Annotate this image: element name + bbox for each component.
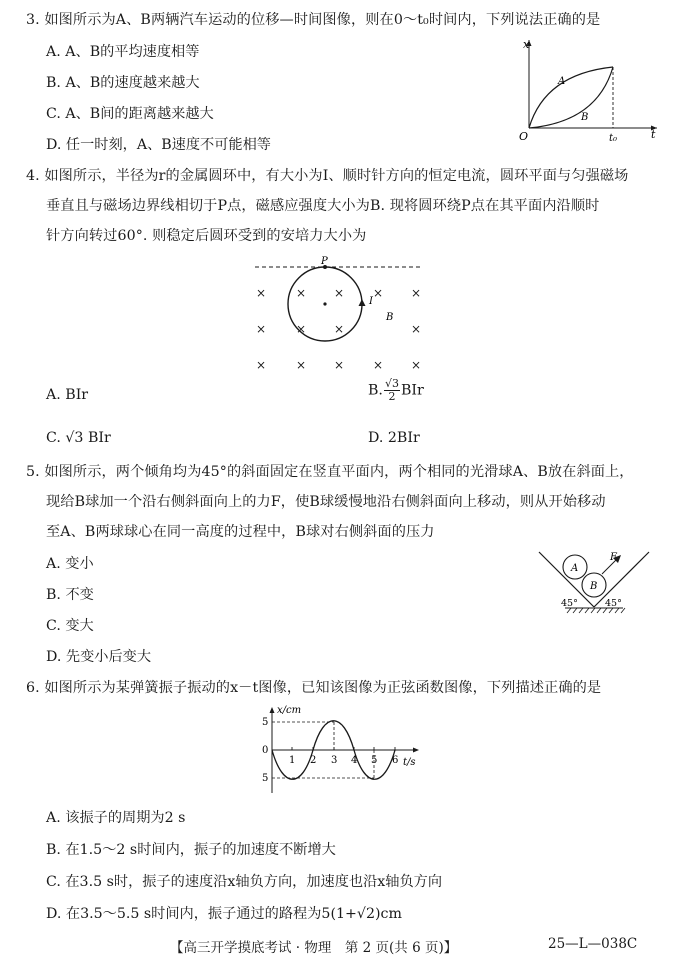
q5-angle-right-label: 45° [605, 598, 622, 609]
q4-option-b [368, 378, 424, 403]
q4-field-cross: × [372, 286, 384, 300]
q6-option-b: B. 在1.5～2 s时间内，振子的加速度不断增大 [46, 842, 336, 858]
q3-stem: 3. 如图所示为A、B两辆汽车运动的位移—时间图像，则在0～t₀时间内，下列说法正确的是 [26, 12, 601, 28]
q4-option-c: C. √3 BIr [46, 430, 111, 446]
q4-field-cross: × [295, 322, 307, 336]
q4-field-cross: × [372, 358, 384, 372]
q4-field-cross: × [410, 322, 422, 336]
q3-curve-b-label: B [581, 112, 589, 123]
q6-stem: 6. 如图所示为某弹簧振子振动的x－t图像，已知该图像为正弦函数图像，下列描述正确的是 [26, 680, 602, 696]
page-footer-code: 25—L—038C [548, 936, 638, 952]
q5-angle-left-label: 45° [561, 598, 578, 609]
q6-x-tick: 1 [289, 755, 296, 766]
q4-field-cross: × [295, 286, 307, 300]
q4-field-cross: × [333, 322, 345, 336]
q4-option-a: A. BIr [46, 387, 89, 403]
q4-ring-field-figure [250, 254, 425, 376]
q6-option-a: A. 该振子的周期为2 s [46, 810, 186, 826]
q4-field-cross: × [410, 286, 422, 300]
q5-force-label: F [610, 552, 617, 563]
q6-x-tick: 2 [310, 755, 317, 766]
q5-option-d: D. 先变小后变大 [46, 649, 152, 665]
q4-stem-line3: 针方向转过60°. 则稳定后圆环受到的安培力大小为 [46, 228, 367, 244]
q4-option-b-denominator: 2 [388, 390, 396, 403]
q4-point-p-label: P [321, 256, 328, 267]
q6-x-tick: 5 [371, 755, 378, 766]
q4-field-cross: × [333, 358, 345, 372]
q4-field-cross: × [410, 358, 422, 372]
q3-option-c: C. A、B间的距离越来越大 [46, 106, 214, 122]
q6-y-tick: 5 [262, 773, 269, 784]
q5-ball-b-label: B [590, 581, 598, 592]
q4-field-label: B [386, 312, 394, 323]
q3-curve-a-label: A [558, 76, 566, 87]
q5-stem-line2: 现给B球加一个沿右侧斜面向上的力F，使B球缓慢地沿右侧斜面向上移动，则从开始移动 [46, 494, 606, 510]
q5-option-c: C. 变大 [46, 618, 94, 634]
q4-field-cross: × [255, 322, 267, 336]
q4-field-cross: × [295, 358, 307, 372]
q4-current-label: I [369, 296, 373, 307]
q4-stem-line1: 4. 如图所示，半径为r的金属圆环中，有大小为I、顺时针方向的恒定电流，圆环平面与匀强磁场 [26, 168, 629, 184]
q4-field-cross: × [255, 358, 267, 372]
q5-option-b: B. 不变 [46, 587, 94, 603]
q6-y-tick: 5 [262, 717, 269, 728]
page-footer-title: 【高三开学摸底考试 · 物理 第 2 页(共 6 页)】 [170, 940, 458, 956]
q6-x-tick: 6 [392, 755, 399, 766]
q3-x-axis-label: t [651, 128, 656, 141]
q3-t0-label: t₀ [609, 133, 618, 144]
q3-option-a: A. A、B的平均速度相等 [46, 44, 200, 60]
q6-x-tick: 4 [351, 755, 358, 766]
q6-y-axis-label: x/cm [277, 705, 302, 716]
q4-option-b-fraction [384, 378, 400, 403]
q4-option-b-suffix: BIr [400, 382, 424, 399]
q4-option-b-numerator: √3 [384, 377, 399, 390]
q4-field-cross: × [255, 286, 267, 300]
q3-xt-graph [505, 34, 665, 146]
q3-option-b: B. A、B的速度越来越大 [46, 75, 200, 91]
q5-stem-line1: 5. 如图所示，两个倾角均为45°的斜面固定在竖直平面内，两个相同的光滑球A、B放在斜面上， [26, 464, 634, 480]
q5-stem-line3: 至A、B两球球心在同一高度的过程中，B球对右侧斜面的压力 [46, 524, 435, 540]
q3-origin-label: O [519, 130, 529, 143]
q6-y-tick: 0 [262, 745, 269, 756]
q3-option-d: D. 任一时刻，A、B速度不可能相等 [46, 137, 271, 153]
q4-option-b-prefix: B. [368, 382, 383, 399]
q5-ball-a-label: A [571, 563, 579, 574]
q6-option-d: D. 在3.5～5.5 s时间内，振子通过的路程为5(1+√2)cm [46, 906, 402, 922]
q4-option-d: D. 2BIr [368, 430, 420, 446]
q4-field-cross: × [333, 286, 345, 300]
q6-x-axis-label: t/s [403, 757, 416, 768]
q3-y-axis-label: x [523, 38, 530, 51]
q4-stem-line2: 垂直且与磁场边界线相切于P点，磁感应强度大小为B. 现将圆环绕P点在其平面内沿顺时 [46, 198, 600, 214]
q5-option-a: A. 变小 [46, 556, 94, 572]
q6-sine-graph [250, 703, 425, 798]
q6-option-c: C. 在3.5 s时，振子的速度沿x轴负方向，加速度也沿x轴负方向 [46, 874, 443, 890]
q5-incline-figure [535, 547, 655, 615]
q6-x-tick: 3 [331, 755, 338, 766]
